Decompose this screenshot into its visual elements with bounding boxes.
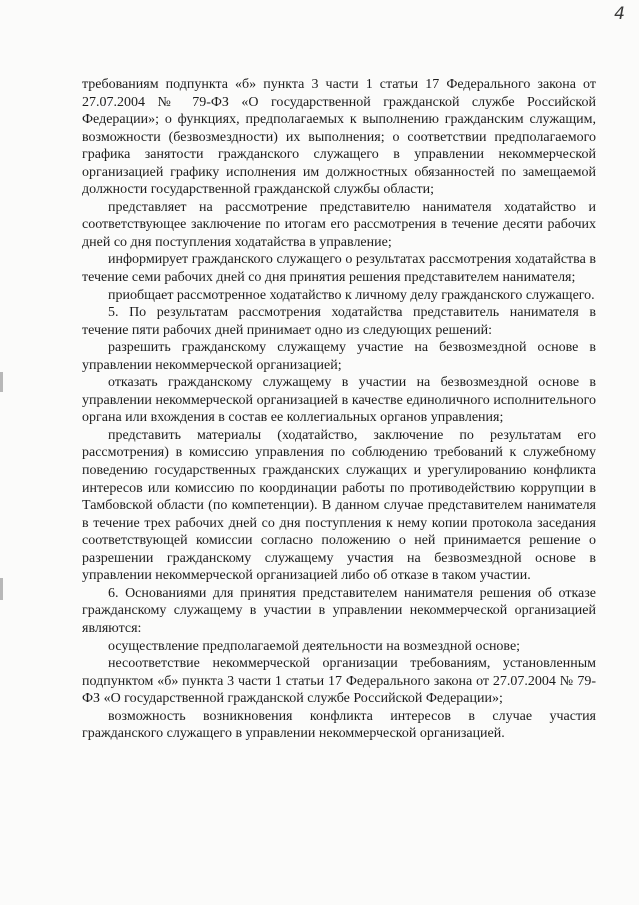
paragraph-11: несоответствие некоммерческой организации требованиям, установленным подпунктом «б» пункта 3 части 1 статьи 17 Федерального закона от 27.07.2004 № 79-ФЗ «О государственной гражданской службе Российской Федерации»;: [82, 656, 596, 707]
paragraph-4: приобщает рассмотренное ходатайство к личному делу гражданского служащего.: [108, 287, 595, 303]
paragraph-9: 6. Основаниями для принятия представителем нанимателя решения об отказе гражданскому служащему в участии в управлении некоммерческой организацией являются:: [82, 585, 596, 636]
paragraph-6: разрешить гражданскому служащему участие на безвозмездной основе в управлении некоммерческой организацией;: [82, 340, 596, 373]
paragraph-7: отказать гражданскому служащему в участии на безвозмездной основе в управлении некоммерческой организацией в качестве единоличного исполнительного органа или вхождения в состав ее коллегиальных органов управления;: [82, 375, 596, 426]
page-number: 4: [614, 4, 625, 24]
scan-edge-mark: [0, 372, 3, 392]
paragraph-2: представляет на рассмотрение представителю нанимателя ходатайство и соответствующее заключение по итогам его рассмотрения в течение десяти рабочих дней со дня поступления ходатайства в управление;: [82, 199, 596, 250]
paragraph-1: требованиям подпункта «б» пункта 3 части 1 статьи 17 Федерального закона от 27.07.2004 № 79-ФЗ «О государственной гражданской службе Российской Федерации»; о функциях, предполагаемых к выполнению гражданским служащим, возможности (безвозмездности) их выполнения; о соответствии предполагаемого графика занятости гражданского служащего в управлении некоммерческой организацией графику исполнения им должностных обязанностей по замещаемой должности государственной гражданской службы области;: [82, 77, 596, 198]
paragraph-12: возможность возникновения конфликта интересов в случае участия гражданского служащего в управлении некоммерческой организацией.: [82, 708, 596, 742]
paragraph-10: осуществление предполагаемой деятельности на возмездной основе;: [108, 638, 521, 654]
scan-edge-mark: [0, 578, 3, 600]
document-body: [82, 76, 596, 743]
paragraph-5: 5. По результатам рассмотрения ходатайства представитель нанимателя в течение пяти рабочих дней принимает одно из следующих решений:: [82, 305, 596, 338]
paragraph-8: представить материалы (ходатайство, заключение по результатам его рассмотрения) в комиссию управления по соблюдению требований к служебному поведению государственных гражданских служащих и урегулированию конфликта интересов или комиссию по координации работы по противодействию коррупции в Тамбовской области (по компетенции). В данном случае представителем нанимателя в течение трех рабочих дней со дня поступления к нему копии протокола заседания соответствующей комиссии согласно положению о ней принимается решение о разрешении гражданскому служащему участия на безвозмездной основе в управлении некоммерческой организацией либо об отказе в таком участии.: [82, 427, 596, 584]
paragraph-3: информирует гражданского служащего о результатах рассмотрения ходатайства в течение семи рабочих дней со дня принятия решения представителем нанимателя;: [82, 252, 596, 286]
